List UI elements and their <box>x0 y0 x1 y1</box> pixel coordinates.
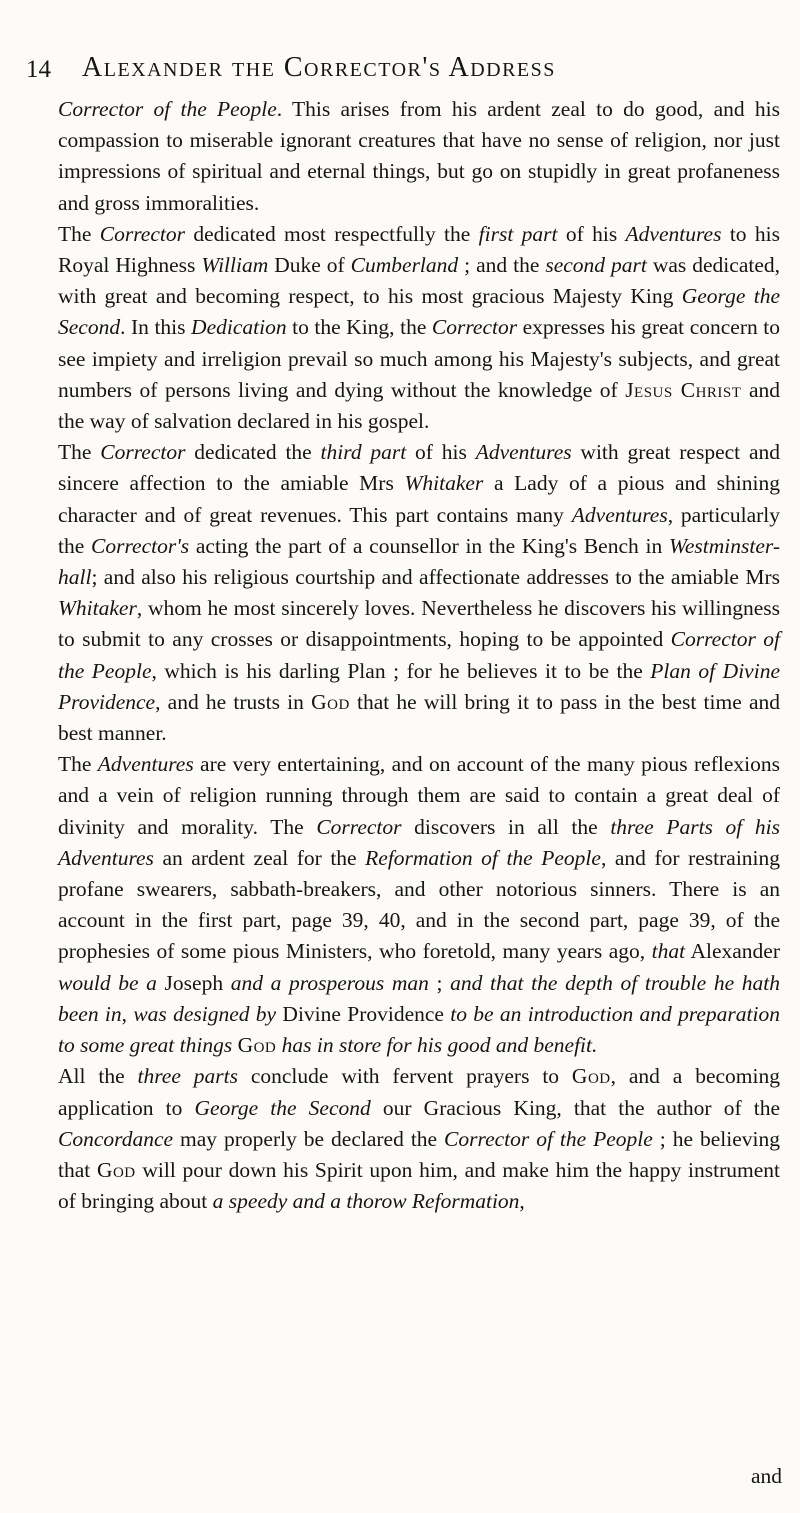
italic-text: and a prosperous man <box>230 970 429 995</box>
italic-text: that <box>651 939 686 964</box>
paragraph <box>58 94 780 219</box>
text-run: discovers in all the <box>401 814 611 839</box>
catchword: and <box>750 1464 782 1488</box>
text-run: , and a becoming application to <box>58 1064 780 1120</box>
text-run: , <box>519 1189 525 1214</box>
text-run: ; and also his religious courtship and affectionate addresses to the amiable Mrs <box>91 565 780 590</box>
text-run: Divine Providence <box>276 1001 451 1026</box>
text-run: All the <box>58 1064 138 1089</box>
italic-text: Adventures <box>475 440 572 465</box>
text-run: may properly be declared the <box>173 1126 445 1151</box>
text-run: . In this <box>120 315 192 340</box>
small-caps-text: God <box>237 1033 277 1058</box>
italic-text: to be an introduction and preparation to some great things <box>58 1001 780 1058</box>
italic-text: a speedy and a thorow Reformation <box>212 1189 520 1214</box>
text-run: ; <box>428 970 451 995</box>
italic-text: Dedication <box>191 315 287 340</box>
italic-text: Adventures <box>571 502 668 527</box>
text-run: was dedicated, with great and becoming respect, to his most gracious Majesty King <box>58 253 781 309</box>
italic-text: Cumberland <box>350 253 459 278</box>
italic-text: second part <box>545 253 647 278</box>
text-run: acting the part of a counsellor in the King's Bench in <box>189 533 669 558</box>
text-run: to the King, the <box>286 315 432 340</box>
text-run: to his Royal Highness <box>58 221 780 278</box>
text-run: Duke of <box>268 253 351 278</box>
small-caps-text: God <box>311 689 350 714</box>
italic-text: and that the depth of trouble he hath been in <box>58 970 780 1026</box>
text-run: , particularly the <box>58 502 781 558</box>
italic-text: three Parts of his Adventures <box>58 814 780 870</box>
text-run: , and for restraining profane swearers, sabbath-breakers, and other notorious sinners. There is an account in the first part, page 39, 40, and in the second part, page 39, of the prophesies of some pious Ministers, who foretold, many years ago, <box>58 845 781 964</box>
small-caps-text: God <box>96 1157 136 1182</box>
italic-text: has in store for his good and benefit. <box>281 1033 598 1058</box>
small-caps-text: Jesus Christ <box>625 377 742 402</box>
text-run: ; and the <box>458 253 546 278</box>
italic-text: George the Second <box>194 1095 371 1120</box>
text-run: of his <box>406 440 476 465</box>
italic-text: Corrector of the People <box>58 627 780 683</box>
italic-text: Corrector <box>100 440 186 465</box>
page-header <box>18 50 788 90</box>
italic-text: Plan of Divine Providence <box>58 658 780 714</box>
text-run: , <box>121 1001 134 1026</box>
text-run: expresses his great concern to see impiety and irreligion prevail so much among his Majesty's subjects, and great numbers of persons living and dying without the knowledge of <box>58 315 780 402</box>
italic-text: Adventures <box>97 752 194 777</box>
italic-text: Westminster-hall <box>58 533 780 590</box>
text-run: The <box>58 752 98 777</box>
italic-text: would be a <box>58 970 157 995</box>
italic-text: Corrector of the People <box>444 1126 653 1151</box>
italic-text: first part <box>478 221 558 246</box>
text-run: , whom he most sincerely loves. Nevertheless he discovers his willingness to submit to any crosses or disappointments, hoping to be appointed <box>58 596 780 652</box>
text-run: , which is his darling Plan ; for he believes it to be the <box>151 658 651 683</box>
text-run: The <box>58 440 101 465</box>
text-run: an ardent zeal for the <box>153 845 366 870</box>
italic-text: Concordance <box>58 1126 174 1151</box>
italic-text: Corrector <box>431 315 518 340</box>
paragraph <box>58 437 780 749</box>
italic-text: George the Second <box>58 284 781 340</box>
italic-text: Corrector of the People <box>58 97 277 121</box>
running-head: Alexander the Corrector's Address <box>82 52 556 83</box>
text-run: dedicated the <box>185 440 321 465</box>
text-run: Joseph <box>156 970 231 995</box>
italic-text: Corrector <box>99 221 185 246</box>
text-run: of his <box>557 221 626 246</box>
text-run: are very entertaining, and on account of the many pious reflexions and a vein of religion running through them are said to contain a great deal of divinity and morality. The <box>58 752 780 839</box>
text-run: ; he believing that <box>58 1126 780 1182</box>
italic-text: Whitaker <box>404 471 484 496</box>
italic-text: three parts <box>137 1064 238 1089</box>
text-run: will pour down his Spirit upon him, and make him the happy instrument of bringing about <box>58 1157 780 1214</box>
italic-text: was designed by <box>133 1001 277 1026</box>
italic-text: Adventures <box>625 221 722 246</box>
paragraph <box>58 749 780 1061</box>
text-run: . This arises from his ardent zeal to do good, and his compassion to miserable ignorant creatures that have no sense of religion, nor just impressions of spiritual and eternal things, but go on stupidly in great profaneness and gross immoralities. <box>58 97 780 215</box>
italic-text: William <box>201 253 269 278</box>
italic-text: Whitaker <box>58 596 137 621</box>
small-caps-text: God <box>571 1064 611 1089</box>
italic-text: Reformation of the People <box>365 845 601 870</box>
paragraph <box>58 1061 780 1217</box>
text-run: that he will bring it to pass in the best time and best manner. <box>58 689 781 746</box>
text-run: a Lady of a pious and shining character and of great revenues. This part contains many <box>58 471 780 527</box>
paragraph <box>58 219 780 437</box>
page-number: 14 <box>26 56 51 83</box>
text-run: , and he trusts in <box>155 689 312 714</box>
text-run: conclude with fervent prayers to <box>237 1064 572 1089</box>
italic-text: Corrector <box>316 814 402 839</box>
body-text <box>58 94 780 1217</box>
italic-text: third part <box>320 440 407 465</box>
text-run: Alexander <box>685 939 780 964</box>
text-run: with great respect and sincere affection to the amiable Mrs <box>58 440 780 496</box>
italic-text: Corrector's <box>91 533 190 558</box>
text-run: The <box>58 221 100 246</box>
text-run: and the way of salvation declared in his gospel. <box>58 377 780 434</box>
text-run: our Gracious King, that the author of the <box>370 1095 780 1120</box>
text-run: dedicated most respectfully the <box>184 221 479 246</box>
